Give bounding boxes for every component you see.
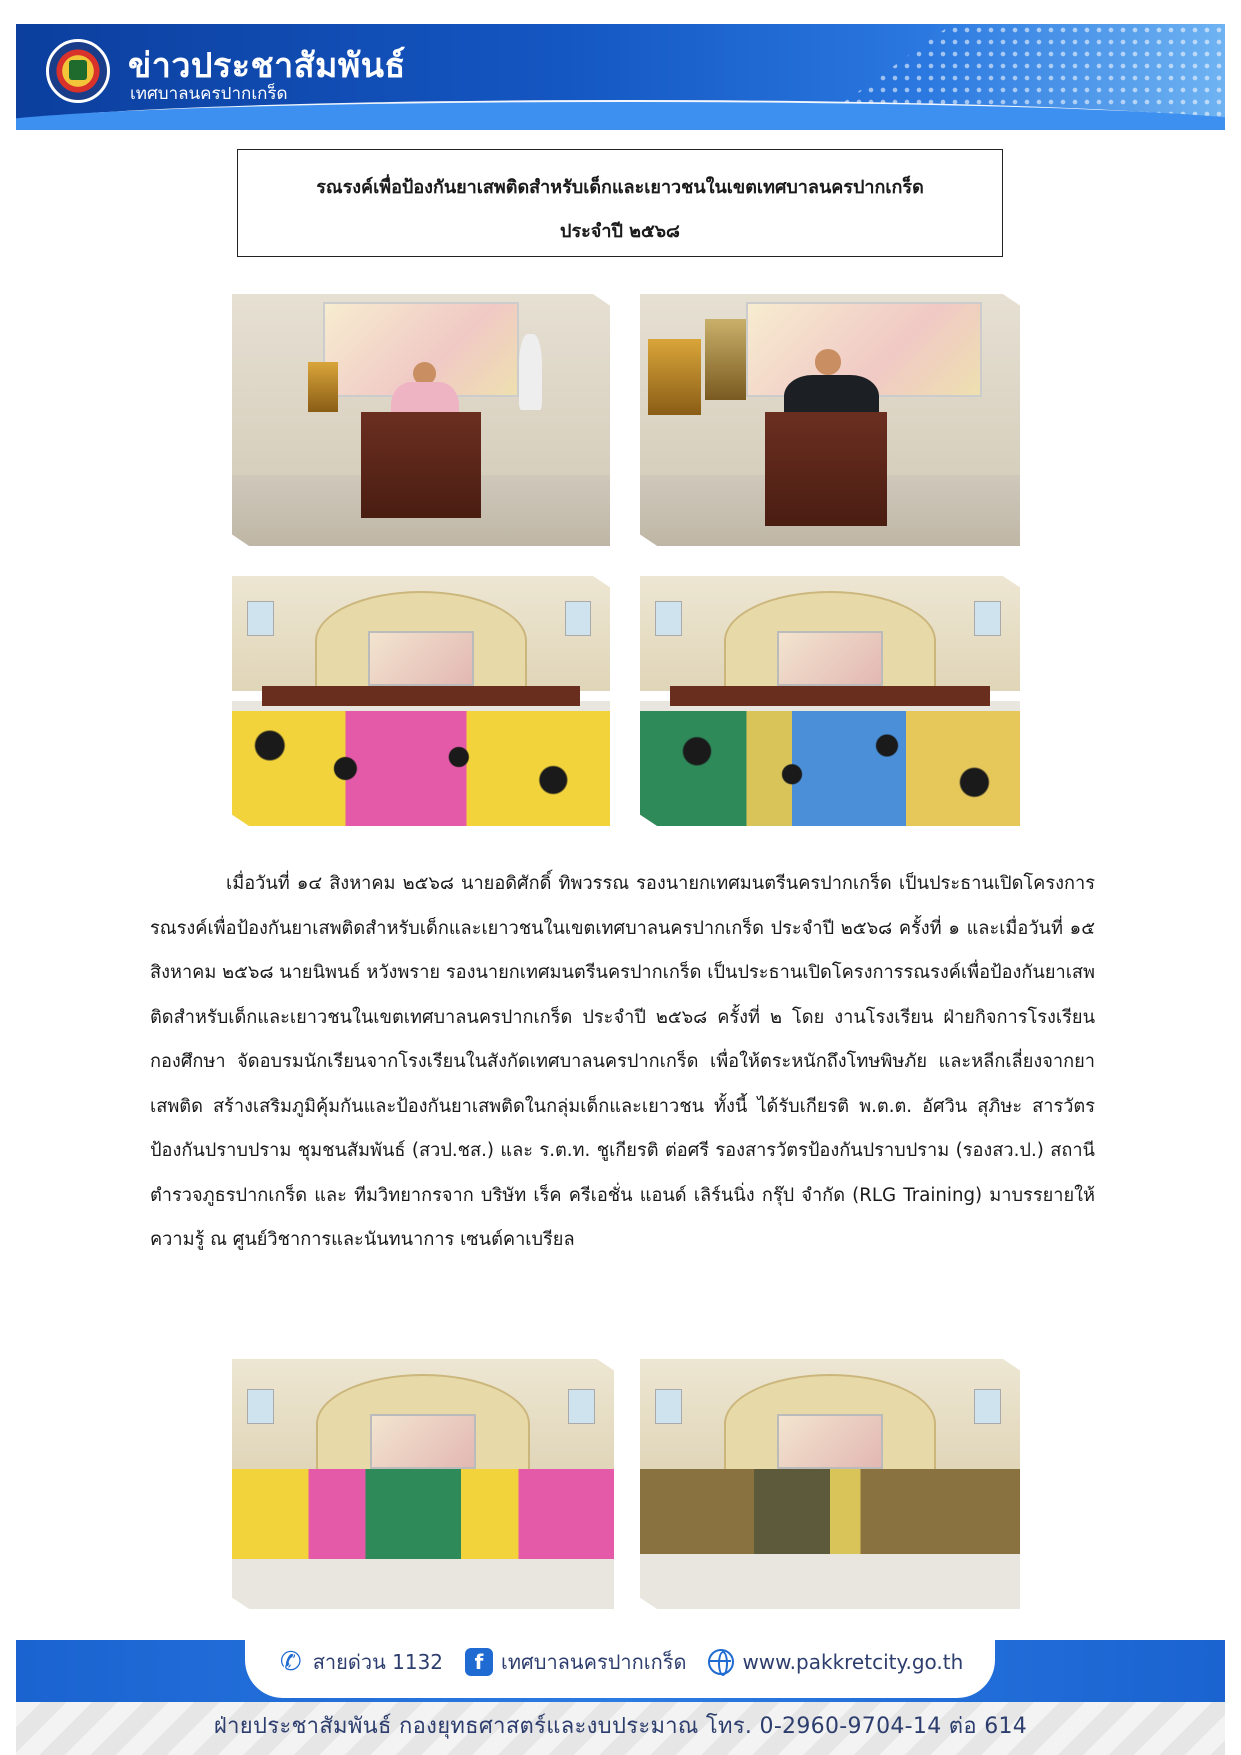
header-banner <box>16 24 1225 130</box>
globe-icon <box>708 1649 734 1675</box>
photo-group-2 <box>636 1355 1024 1613</box>
footer-facebook[interactable] <box>465 1646 686 1678</box>
facebook-text: เทศบาลนครปากเกร็ด <box>501 1650 687 1674</box>
footer-hotline <box>277 1646 443 1678</box>
municipality-logo <box>46 39 110 103</box>
article-title-line2: ประจำปี ๒๕๖๘ <box>560 221 680 242</box>
phone-icon: ✆ <box>279 1647 302 1677</box>
facebook-icon: f <box>465 1648 493 1676</box>
photo-speaker-1 <box>228 290 614 550</box>
hotline-text: สายด่วน 1132 <box>312 1650 444 1674</box>
footer-website[interactable] <box>708 1649 963 1675</box>
article-body: เมื่อวันที่ ๑๔ สิงหาคม ๒๕๖๘ นายอดิศักดิ์ ทิพวรรณ รองนายกเทศมนตรีนครปากเกร็ด เป็นประธานเปิดโครงการรณรงค์เพื่อป้องกันยาเสพติดสำหรับเด็กและเยาวชนในเขตเทศบาลนครปากเกร็ด ประจำปี ๒๕๖๘ ครั้งที่ ๑ และเมื่อวันที่ ๑๕ สิงหาคม ๒๕๖๘ นายนิพนธ์ หวังพราย รองนายกเทศมนตรีนครปากเกร็ด เป็นประธานเปิดโครงการรณรงค์เพื่อป้องกันยาเสพติดสำหรับเด็กและเยาวชนในเขตเทศบาลนครปากเกร็ด ประจำปี ๒๕๖๘ ครั้งที่ ๒ โดย งานโรงเรียน ฝ่ายกิจการโรงเรียน กองศึกษา จัดอบรมนักเรียนจากโรงเรียนในสังกัดเทศบาลนครปากเกร็ด เพื่อให้ตระหนักถึงโทษพิษภัย และหลีกเลี่ยงจากยาเสพติด สร้างเสริมภูมิคุ้มกันและป้องกันยาเสพติดในกลุ่มเด็กและเยาวชน ทั้งนี้ ได้รับเกียรติ พ.ต.ต. อัศวิน สุภิษะ สารวัตรป้องกันปราบปราม ชุมชนสัมพันธ์ (สวป.ชส.) และ ร.ต.ท. ชูเกียรติ ต่อศรี รองสารวัตรป้องกันปราบปราม (รองสว.ป.) สถานีตำรวจภูธรปากเกร็ด และ ทีมวิทยากรจาก บริษัท เร็ค ครีเอชั่น แอนด์ เลิร์นนิ่ง กรุ๊ป จำกัด (RLG Training) มาบรรยายให้ความรู้ ณ ศูนย์วิชาการและนันทนาการ เซนต์คาเบรียล <box>150 873 1095 1250</box>
website-text: www.pakkretcity.go.th <box>742 1650 964 1674</box>
photo-group-1 <box>228 1355 618 1613</box>
article-title-box <box>237 149 1003 257</box>
footer-links <box>245 1626 995 1698</box>
footer-contact: ฝ่ายประชาสัมพันธ์ กองยุทธศาสตร์และงบประมาณ โทร. 0-2960-9704-14 ต่อ 614 <box>213 1714 1028 1739</box>
article-title-line1: รณรงค์เพื่อป้องกันยาเสพติดสำหรับเด็กและเยาวชนในเขตเทศบาลนครปากเกร็ด <box>316 177 924 198</box>
photo-speaker-2 <box>636 290 1024 550</box>
photo-hall-audience-1 <box>228 572 614 830</box>
header-subtitle: เทศบาลนครปากเกร็ด <box>130 84 288 104</box>
photo-hall-audience-2 <box>636 572 1024 830</box>
header-title: ข่าวประชาสัมพันธ์ <box>128 46 406 86</box>
